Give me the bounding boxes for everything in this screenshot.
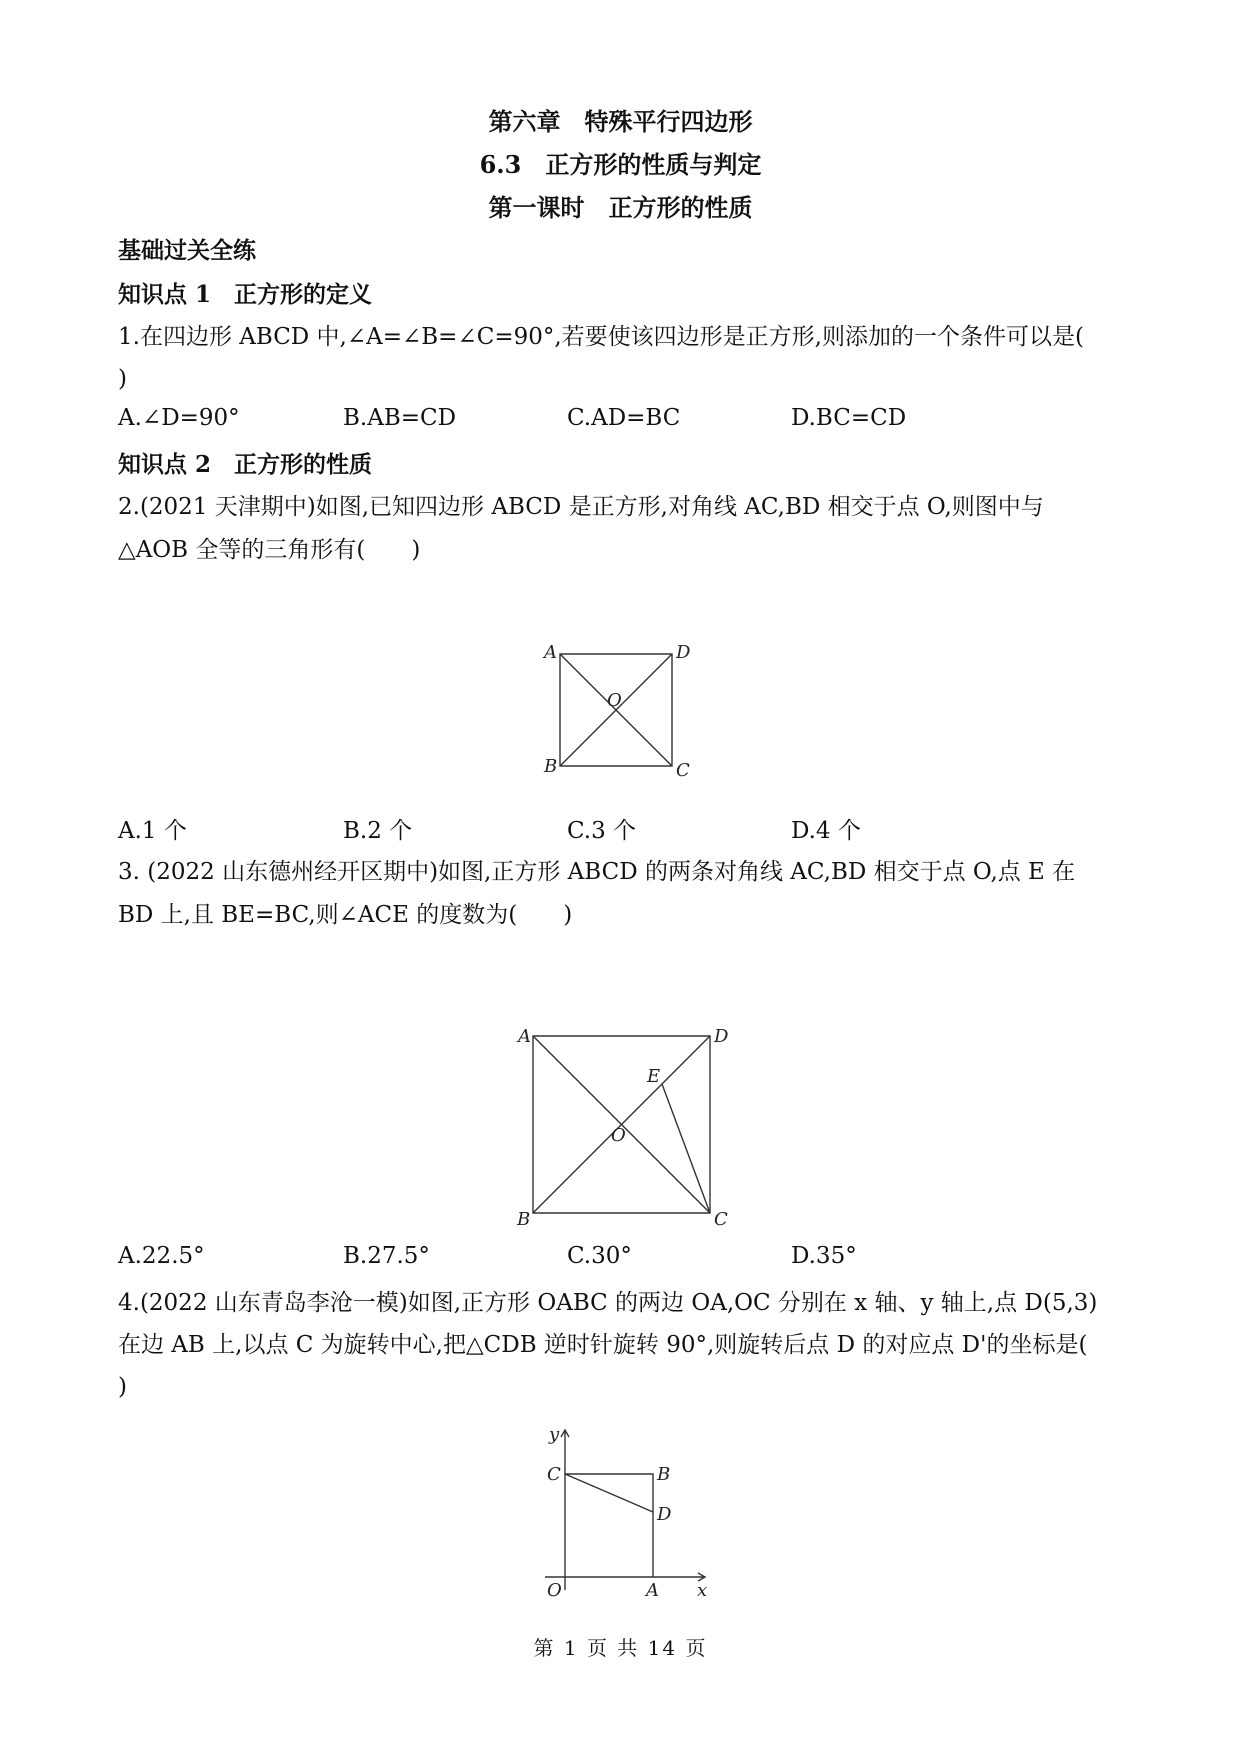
q3-label-b: B [517, 1209, 531, 1230]
q4-label-c: C [547, 1464, 561, 1485]
q1-option-b: B.AB=CD [343, 405, 457, 431]
q1-option-c: C.AD=BC [567, 405, 681, 431]
q3-stem-line2: BD 上,且 BE=BC,则∠ACE 的度数为( ) [118, 902, 573, 928]
q4-label-x: x [697, 1580, 708, 1601]
q3-label-d: D [714, 1026, 729, 1047]
q4-stem-line1: 4.(2022 山东青岛李沧一模)如图,正方形 OABC 的两边 OA,OC 分别在 x 轴、y 轴上,点 D(5,3) [118, 1290, 1098, 1316]
q1-stem-line2: ) [118, 366, 127, 392]
knowledge-point-1-title: 知识点 1 正方形的定义 [118, 281, 373, 308]
q4-stem-line2: 在边 AB 上,以点 C 为旋转中心,把△CDB 逆时针旋转 90°,则旋转后点 D 的对应点 D'的坐标是( [118, 1332, 1088, 1358]
q4-label-d: D [657, 1504, 672, 1525]
q4-coordinate-figure [545, 1420, 725, 1600]
q3-label-a: A [518, 1026, 531, 1047]
q2-option-a: A.1 个 [118, 818, 187, 844]
q4-label-y: y [549, 1424, 560, 1445]
q4-square-sides [565, 1474, 653, 1577]
q2-stem-line2: △AOB 全等的三角形有( ) [118, 537, 421, 563]
q3-option-b: B.27.5° [343, 1243, 430, 1269]
q2-label-b: B [544, 756, 558, 777]
q3-option-d: D.35° [791, 1243, 857, 1269]
q3-segment-ce [662, 1084, 710, 1213]
q4-segment-cd [565, 1474, 653, 1512]
q2-label-d: D [676, 642, 691, 663]
chapter-title: 第六章 特殊平行四边形 [488, 107, 753, 136]
q4-label-b: B [657, 1464, 671, 1485]
q3-label-e: E [647, 1066, 661, 1087]
part-title: 基础过关全练 [118, 237, 256, 264]
q1-option-d: D.BC=CD [791, 405, 907, 431]
q2-label-c: C [676, 760, 690, 781]
q2-square-figure [540, 640, 700, 780]
q2-option-b: B.2 个 [343, 818, 413, 844]
q2-option-c: C.3 个 [567, 818, 637, 844]
q3-label-c: C [714, 1209, 728, 1230]
q4-stem-line3: ) [118, 1374, 127, 1400]
q1-option-a: A.∠D=90° [118, 405, 240, 431]
lesson-title: 第一课时 正方形的性质 [488, 193, 753, 222]
q3-square-figure [515, 1028, 735, 1228]
q3-option-c: C.30° [567, 1243, 632, 1269]
q2-label-a: A [544, 642, 557, 663]
section-title: 6.3 正方形的性质与判定 [479, 150, 762, 179]
page-footer: 第 1 页 共 14 页 [533, 1636, 708, 1660]
q1-stem-line1: 1.在四边形 ABCD 中,∠A=∠B=∠C=90°,若要使该四边形是正方形,则添加的一个条件可以是( [118, 324, 1084, 350]
q3-label-o: O [611, 1125, 626, 1146]
q4-label-o: O [547, 1580, 562, 1601]
knowledge-point-2-title: 知识点 2 正方形的性质 [118, 451, 373, 478]
q3-stem-line1: 3. (2022 山东德州经开区期中)如图,正方形 ABCD 的两条对角线 AC,BD 相交于点 O,点 E 在 [118, 859, 1076, 885]
q3-option-a: A.22.5° [118, 1243, 205, 1269]
q4-label-a: A [646, 1580, 659, 1601]
q2-label-o: O [607, 690, 622, 711]
q2-stem-line1: 2.(2021 天津期中)如图,已知四边形 ABCD 是正方形,对角线 AC,BD 相交于点 O,则图中与 [118, 494, 1044, 520]
q2-option-d: D.4 个 [791, 818, 861, 844]
